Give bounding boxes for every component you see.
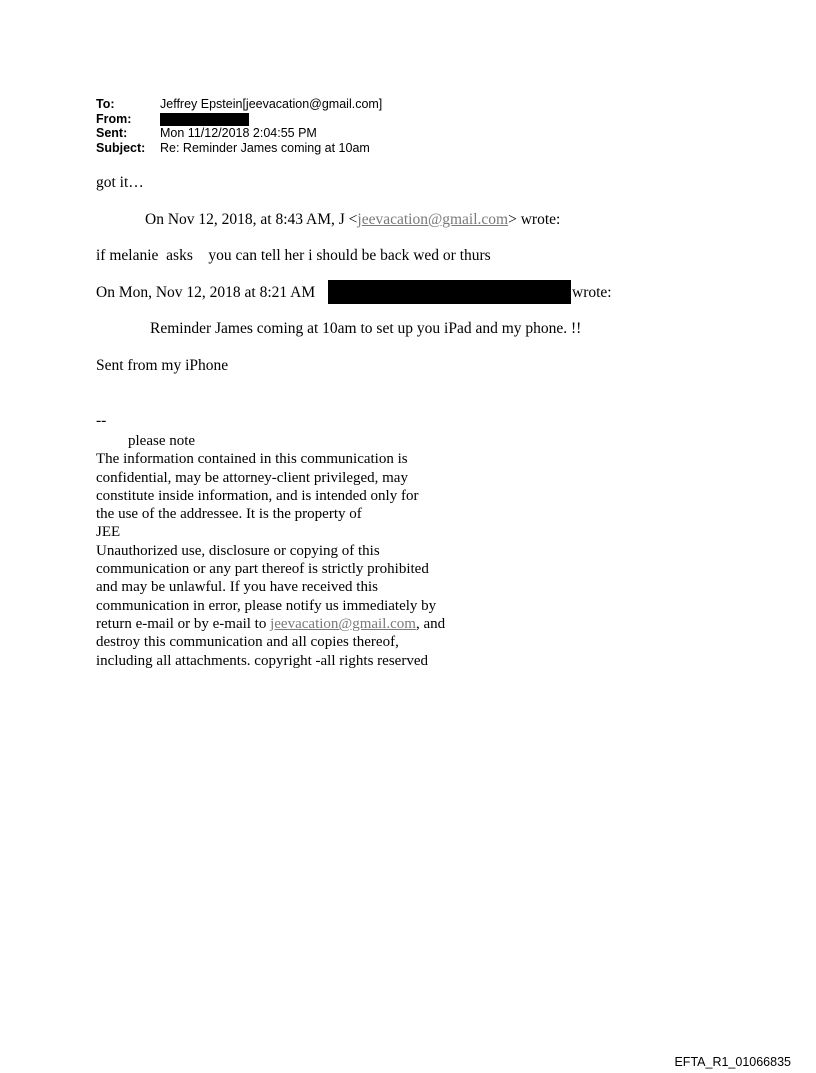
disclaimer-note: please note <box>128 433 196 449</box>
subject-value: Re: Reminder James coming at 10am <box>160 140 370 155</box>
disclaimer-line: Unauthorized use, disclosure or copying of this <box>96 542 380 559</box>
disclaimer-line: JEE <box>96 524 121 541</box>
email-link[interactable]: jeevacation@gmail.com <box>357 211 509 228</box>
from-label: From: <box>96 111 132 126</box>
disclaimer-line: destroy this communication and all copies thereof, <box>96 634 399 651</box>
redaction-bar <box>328 280 571 304</box>
quote1-prefix: On Nov 12, 2018, at 8:43 AM, J < <box>145 211 358 228</box>
disclaimer-line: and may be unlawful. If you have received this <box>96 579 378 596</box>
redaction-bar <box>160 113 249 126</box>
header-from-row <box>96 112 382 127</box>
disclaimer-line: constitute inside information, and is intended only for <box>96 487 419 504</box>
subject-label: Subject: <box>96 140 146 155</box>
quote2-suffix: wrote: <box>572 284 612 301</box>
to-label: To: <box>96 97 115 111</box>
disclaimer-line-email <box>96 615 445 633</box>
signature: Sent from my iPhone <box>96 357 229 374</box>
disclaimer-line: communication or any part thereof is strictly prohibited <box>96 561 429 578</box>
disclaimer-line: the use of the addressee. It is the property of <box>96 506 362 523</box>
document-id: EFTA_R1_01066835 <box>674 1055 791 1069</box>
header-sent-row <box>96 126 382 141</box>
disclaimer-line: confidential, may be attorney-client privileged, may <box>96 469 408 486</box>
disclaimer-line: communication in error, please notify us immediately by <box>96 597 437 614</box>
to-value: Jeffrey Epstein[jeevacation@gmail.com] <box>160 97 383 111</box>
header-to-row <box>96 97 382 112</box>
sent-label: Sent: <box>96 126 128 140</box>
quoted-header-1 <box>145 211 560 229</box>
message-melanie: if melanie asks you can tell her i should be back wed or thurs <box>96 247 491 264</box>
quote2-prefix: On Mon, Nov 12, 2018 at 8:21 AM <box>96 284 316 301</box>
quoted-header-2 <box>96 284 315 302</box>
reply-text: got it… <box>96 174 144 191</box>
message-reminder: Reminder James coming at 10am to set up you iPad and my phone. !! <box>150 320 582 337</box>
sent-value: Mon 11/12/2018 2:04:55 PM <box>160 126 317 140</box>
disclaimer-email-suffix: , and <box>415 615 446 632</box>
email-link[interactable]: jeevacation@gmail.com <box>270 615 416 632</box>
quote1-suffix: > wrote: <box>508 211 561 228</box>
disclaimer-block <box>96 432 445 670</box>
header-subject-row <box>96 141 382 156</box>
separator: -- <box>96 412 107 429</box>
disclaimer-line: The information contained in this communication is <box>96 451 408 468</box>
disclaimer-email-prefix: return e-mail or by e-mail to <box>96 615 271 632</box>
email-header <box>96 97 382 155</box>
disclaimer-line: including all attachments. copyright -all rights reserved <box>96 652 428 669</box>
